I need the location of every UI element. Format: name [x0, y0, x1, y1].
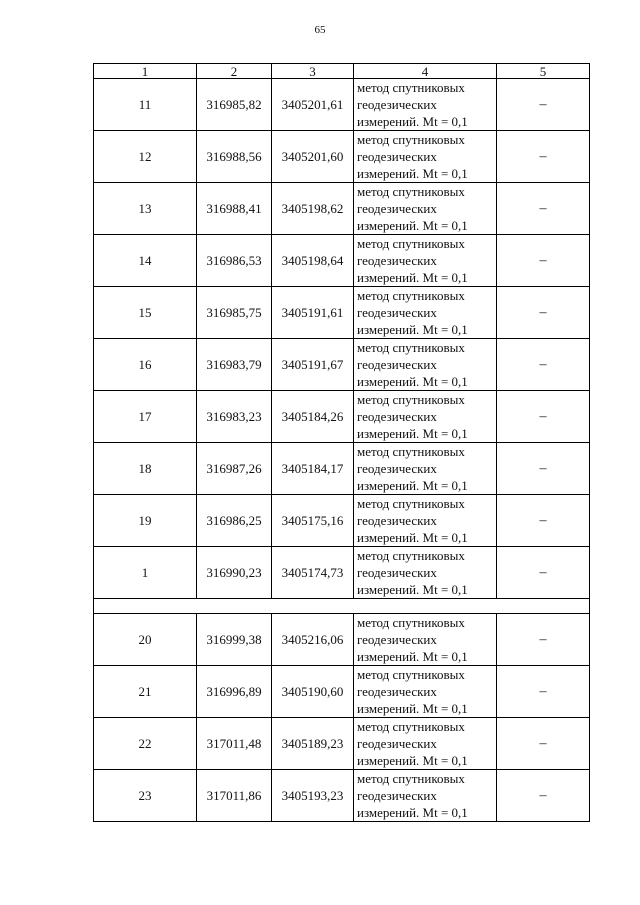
table-row: [94, 614, 590, 666]
point-number: 18: [94, 443, 197, 495]
coordinate-y: 3405198,62: [272, 183, 354, 235]
table-row: [94, 547, 590, 599]
note-dash: –: [497, 287, 590, 339]
coordinate-x: 316986,53: [197, 235, 272, 287]
method-description: [354, 287, 497, 339]
coordinate-x: 316985,82: [197, 79, 272, 131]
method-description: [354, 339, 497, 391]
coordinate-x: 316986,25: [197, 495, 272, 547]
header-col-3: 3: [272, 64, 354, 79]
method-line: измерений. Mt = 0,1: [357, 270, 468, 285]
method-line: метод спутниковых: [357, 771, 465, 786]
method-line: геодезических: [357, 565, 437, 580]
table-row: [94, 131, 590, 183]
header-col-5: 5: [497, 64, 590, 79]
table-row: [94, 495, 590, 547]
coordinate-y: 3405191,61: [272, 287, 354, 339]
coordinate-y: 3405198,64: [272, 235, 354, 287]
table-row: [94, 718, 590, 770]
method-line: геодезических: [357, 736, 437, 751]
coordinate-x: 316996,89: [197, 666, 272, 718]
coordinate-y: 3405184,17: [272, 443, 354, 495]
method-description: [354, 718, 497, 770]
method-line: измерений. Mt = 0,1: [357, 114, 468, 129]
method-description: [354, 131, 497, 183]
note-dash: –: [497, 495, 590, 547]
note-dash: –: [497, 391, 590, 443]
method-description: [354, 770, 497, 822]
coordinate-y: 3405174,73: [272, 547, 354, 599]
method-line: геодезических: [357, 409, 437, 424]
coordinate-y: 3405193,23: [272, 770, 354, 822]
table-header-row: [94, 64, 590, 79]
method-line: метод спутниковых: [357, 667, 465, 682]
point-number: 12: [94, 131, 197, 183]
method-description: [354, 443, 497, 495]
method-line: геодезических: [357, 149, 437, 164]
table-row: [94, 235, 590, 287]
method-line: геодезических: [357, 357, 437, 372]
note-dash: –: [497, 235, 590, 287]
note-dash: –: [497, 131, 590, 183]
method-line: измерений. Mt = 0,1: [357, 805, 468, 820]
point-number: 22: [94, 718, 197, 770]
method-description: [354, 79, 497, 131]
method-description: [354, 547, 497, 599]
method-line: геодезических: [357, 97, 437, 112]
method-line: геодезических: [357, 201, 437, 216]
coordinate-y: 3405201,60: [272, 131, 354, 183]
method-line: измерений. Mt = 0,1: [357, 701, 468, 716]
table-row: [94, 770, 590, 822]
coordinate-x: 316988,41: [197, 183, 272, 235]
note-dash: –: [497, 614, 590, 666]
coordinates-table: [93, 63, 590, 822]
method-line: геодезических: [357, 305, 437, 320]
method-line: измерений. Mt = 0,1: [357, 218, 468, 233]
note-dash: –: [497, 443, 590, 495]
method-line: геодезических: [357, 461, 437, 476]
header-col-4: 4: [354, 64, 497, 79]
coordinate-y: 3405191,67: [272, 339, 354, 391]
header-col-1: 1: [94, 64, 197, 79]
method-line: метод спутниковых: [357, 548, 465, 563]
table-row: [94, 339, 590, 391]
coordinate-y: 3405216,06: [272, 614, 354, 666]
point-number: 17: [94, 391, 197, 443]
coordinate-x: 316987,26: [197, 443, 272, 495]
point-number: 1: [94, 547, 197, 599]
method-line: измерений. Mt = 0,1: [357, 649, 468, 664]
point-number: 13: [94, 183, 197, 235]
table-row: [94, 391, 590, 443]
method-line: метод спутниковых: [357, 132, 465, 147]
coordinate-y: 3405175,16: [272, 495, 354, 547]
method-line: метод спутниковых: [357, 80, 465, 95]
point-number: 23: [94, 770, 197, 822]
point-number: 20: [94, 614, 197, 666]
method-line: измерений. Mt = 0,1: [357, 166, 468, 181]
method-description: [354, 235, 497, 287]
coordinate-y: 3405184,26: [272, 391, 354, 443]
method-line: метод спутниковых: [357, 392, 465, 407]
method-line: метод спутниковых: [357, 615, 465, 630]
method-line: метод спутниковых: [357, 496, 465, 511]
point-number: 14: [94, 235, 197, 287]
coordinate-x: 316990,23: [197, 547, 272, 599]
section-separator-cell: [94, 599, 590, 614]
page-number: 65: [314, 24, 326, 36]
method-description: [354, 183, 497, 235]
method-line: метод спутниковых: [357, 719, 465, 734]
method-line: геодезических: [357, 513, 437, 528]
note-dash: –: [497, 770, 590, 822]
coordinate-x: 316983,23: [197, 391, 272, 443]
method-line: геодезических: [357, 788, 437, 803]
method-line: метод спутниковых: [357, 288, 465, 303]
point-number: 15: [94, 287, 197, 339]
coordinate-y: 3405201,61: [272, 79, 354, 131]
point-number: 11: [94, 79, 197, 131]
method-line: метод спутниковых: [357, 236, 465, 251]
coordinates-table-body: [94, 64, 590, 822]
method-line: геодезических: [357, 253, 437, 268]
method-line: геодезических: [357, 632, 437, 647]
method-line: метод спутниковых: [357, 340, 465, 355]
table-row: [94, 666, 590, 718]
method-line: метод спутниковых: [357, 184, 465, 199]
method-description: [354, 666, 497, 718]
point-number: 16: [94, 339, 197, 391]
method-line: измерений. Mt = 0,1: [357, 322, 468, 337]
method-description: [354, 614, 497, 666]
section-separator-row: [94, 599, 590, 614]
header-col-2: 2: [197, 64, 272, 79]
method-line: метод спутниковых: [357, 444, 465, 459]
note-dash: –: [497, 79, 590, 131]
point-number: 21: [94, 666, 197, 718]
coordinate-x: 316988,56: [197, 131, 272, 183]
method-line: геодезических: [357, 684, 437, 699]
method-line: измерений. Mt = 0,1: [357, 530, 468, 545]
method-line: измерений. Mt = 0,1: [357, 478, 468, 493]
table-row: [94, 287, 590, 339]
method-line: измерений. Mt = 0,1: [357, 374, 468, 389]
coordinate-x: 317011,48: [197, 718, 272, 770]
note-dash: –: [497, 339, 590, 391]
coordinate-x: 316983,79: [197, 339, 272, 391]
coordinate-x: 316999,38: [197, 614, 272, 666]
coordinate-y: 3405189,23: [272, 718, 354, 770]
coordinate-y: 3405190,60: [272, 666, 354, 718]
point-number: 19: [94, 495, 197, 547]
method-description: [354, 391, 497, 443]
note-dash: –: [497, 666, 590, 718]
table-row: [94, 443, 590, 495]
table-row: [94, 183, 590, 235]
note-dash: –: [497, 547, 590, 599]
method-line: измерений. Mt = 0,1: [357, 582, 468, 597]
method-line: измерений. Mt = 0,1: [357, 426, 468, 441]
coordinate-x: 317011,86: [197, 770, 272, 822]
note-dash: –: [497, 183, 590, 235]
table-row: [94, 79, 590, 131]
coordinate-x: 316985,75: [197, 287, 272, 339]
method-line: измерений. Mt = 0,1: [357, 753, 468, 768]
method-description: [354, 495, 497, 547]
note-dash: –: [497, 718, 590, 770]
